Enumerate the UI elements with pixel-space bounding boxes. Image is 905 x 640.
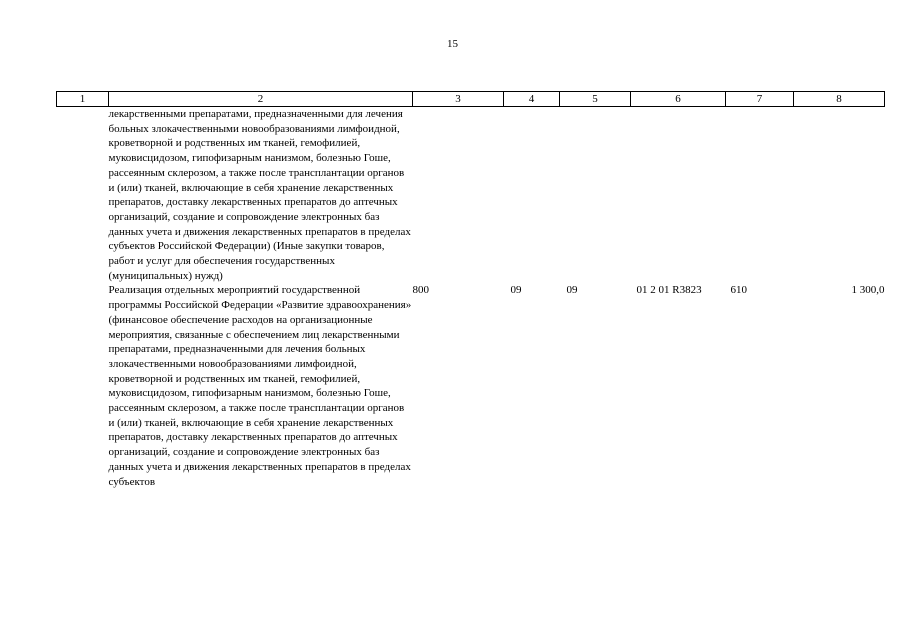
amount-cell [794, 107, 885, 284]
row-number-cell [57, 283, 109, 489]
description-cell: лекарственными препаратами, предназначенными для лечения больных злокачественными новообразованиями лимфоидной, кроветворной и родственных им тканей, гемофилией, муковисцидозом, гипофизарным нанизмом, болезнью Гоше, рассеянным склерозом, а также после трансплантации органов и (или) тканей, включающие в себя хранение лекарственных препаратов, доставку лекарственных препаратов до аптечных организаций, создание и сопровождение электронных баз данных учета и движения лекарственных препаратов в пределах субъектов Российской Федерации) (Иные закупки товаров, работ и услуг для обеспечения государственных (муниципальных) нужд) [108, 108, 411, 282]
table-row [57, 107, 885, 284]
target-article-cell [631, 107, 726, 284]
section-code-cell: 09 [510, 284, 522, 297]
column-header-5: 5 [560, 92, 631, 107]
column-header-4: 4 [504, 92, 560, 107]
column-header-8: 8 [794, 92, 885, 107]
amount-cell: 1 300,0 [851, 284, 885, 297]
expense-type-cell: 610 [730, 284, 747, 297]
column-header-2: 2 [109, 92, 413, 107]
subsection-code-cell [560, 107, 631, 284]
column-header-6: 6 [631, 92, 726, 107]
ministry-code-cell: 800 [412, 284, 429, 297]
budget-table [56, 91, 885, 489]
target-article-cell: 01 2 01 R3823 [636, 284, 702, 297]
expense-type-cell [726, 107, 794, 284]
subsection-code-cell: 09 [566, 284, 578, 297]
page-number: 15 [447, 38, 458, 50]
table-row [57, 283, 885, 489]
column-number-header-row [57, 92, 885, 107]
row-number-cell [57, 107, 109, 284]
column-header-3: 3 [413, 92, 504, 107]
ministry-code-cell [413, 107, 504, 284]
description-cell: Реализация отдельных мероприятий государственной программы Российской Федерации «Развитие здравоохранения» (финансовое обеспечение расходов на организационные мероприятия, связанные с обеспечением лиц лекарственными препаратами, предназначенными для лечения больных злокачественными новообразованиями лимфоидной, кроветворной и родственных им тканей, гемофилией, муковисцидозом, гипофизарным нанизмом, болезнью Гоше, рассеянным склерозом, а также после трансплантации органов и (или) тканей, включающие в себя хранение лекарственных препаратов, доставку лекарственных препаратов до аптечных организаций, создание и сопровождение электронных баз данных учета и движения лекарственных препаратов в пределах субъектов [108, 284, 412, 488]
column-header-7: 7 [726, 92, 794, 107]
column-header-1: 1 [57, 92, 109, 107]
section-code-cell [504, 107, 560, 284]
